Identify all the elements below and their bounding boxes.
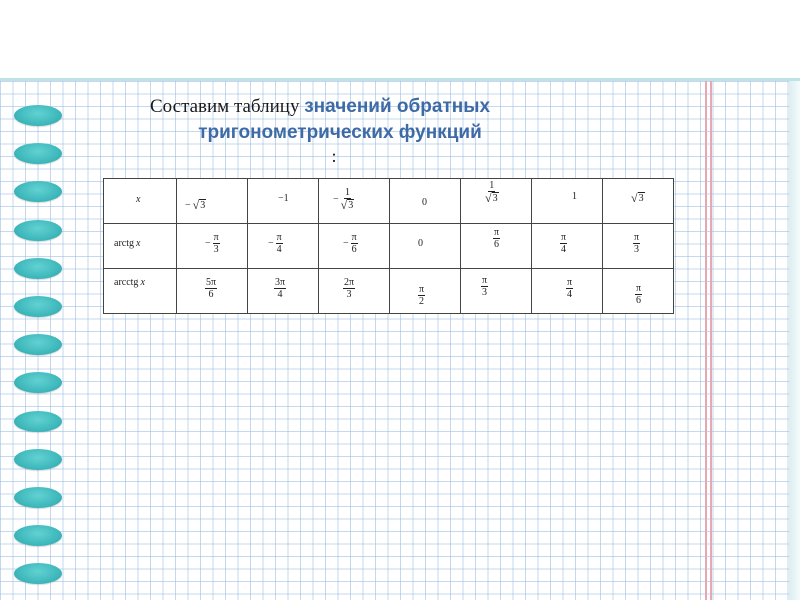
denominator: 3 [482,287,488,298]
cell-arcctg-4 [390,269,461,314]
binder-ring [14,143,62,164]
cell-x-2 [248,179,319,224]
denominator: 4 [277,289,283,300]
denominator: 6 [351,244,357,255]
radicand: 3 [348,200,354,211]
var-x: x [140,277,145,288]
radical-sign: √ [631,191,638,205]
cell-arctg-5 [461,224,532,269]
cell-arcctg-7 [603,269,674,314]
inverse-trig-table [103,178,674,314]
fraction [560,232,567,255]
function-name: arcctg [114,277,139,288]
cell-arcctg-2 [248,269,319,314]
value-text: −1 [278,193,289,204]
numerator: 1 [489,180,495,191]
fraction [205,277,217,300]
radicand: 3 [492,193,498,204]
cell-arcctg-3 [319,269,390,314]
minus-sign: − [343,238,349,249]
var-x: x [136,238,141,249]
cell-arctg-7 [603,224,674,269]
denominator: 3 [346,289,352,300]
fraction [493,227,500,250]
sheet-edge [789,81,800,600]
numerator: π [567,277,573,288]
binder-ring [14,296,62,317]
denominator: 3 [213,244,219,255]
minus-sign: − [185,199,191,211]
numerator: π [494,227,500,238]
radical-sign: √ [485,191,492,205]
numerator: π [634,232,640,243]
numerator: 5π [206,277,217,288]
denominator: 4 [567,289,573,300]
var-x: x [136,194,141,205]
margin-line [705,81,707,600]
slide-title [150,94,570,166]
cell-x-1 [177,179,248,224]
sqrt-expr [485,192,499,204]
fraction [351,232,358,255]
fraction [481,275,488,298]
title-plain-text: Составим таблицу [150,96,305,117]
function-name: arctg [114,238,134,249]
cell-arctg-3 [319,224,390,269]
denominator: 3 [634,244,640,255]
radical-sign: √ [192,198,200,212]
numerator: 3π [275,277,286,288]
numerator: 2π [344,277,355,288]
binder-ring [14,220,62,241]
minus-sign: − [205,238,211,249]
cell-arctg-6 [532,224,603,269]
minus-sign: − [333,193,339,205]
binder-ring [14,181,62,202]
numerator: π [213,232,219,243]
binder-ring [14,334,62,355]
cell-x-4 [390,179,461,224]
title-colon: : [331,146,337,166]
sqrt-expr [341,199,355,211]
denominator: 6 [208,289,214,300]
radical-sign: √ [340,198,348,212]
cell-arcctg-5 [461,269,532,314]
fraction [633,232,640,255]
cell-x-3 [319,179,390,224]
numerator: π [482,275,488,286]
fraction [343,277,355,300]
binder-ring [14,449,62,470]
binder-ring [14,258,62,279]
binder-ring [14,105,62,126]
cell-arctg-2 [248,224,319,269]
table-row-arctg [104,224,674,269]
binder-ring [14,411,62,432]
fraction [566,277,573,300]
table-row-arcctg [104,269,674,314]
cell-arctg-1 [177,224,248,269]
binder-ring [14,487,62,508]
row-header-arcctg [104,269,177,314]
denominator: 2 [419,296,425,307]
radicand: 3 [638,193,644,204]
numerator: π [561,232,567,243]
denominator: 4 [276,244,282,255]
table-row-x [104,179,674,224]
cell-arcctg-6 [532,269,603,314]
fraction [485,180,499,204]
fraction [418,284,425,307]
value-text: 0 [422,197,427,208]
numerator: π [419,284,425,295]
binder-ring [14,372,62,393]
title-highlight-text-line2: тригонометрических функций [198,122,482,143]
binder-ring [14,525,62,546]
denominator: 6 [636,295,642,306]
numerator: π [276,232,282,243]
sqrt-expr [193,199,207,211]
denominator: 4 [561,244,567,255]
cell-x-6 [532,179,603,224]
row-header-arctg [104,224,177,269]
fraction [635,283,642,306]
value-text: 1 [572,191,577,202]
title-highlight-text: значений обратных [304,96,491,117]
numerator: π [351,232,357,243]
fraction [213,232,220,255]
binder-ring [14,563,62,584]
value-text: 0 [418,238,423,249]
fraction [276,232,283,255]
radicand: 3 [200,200,206,211]
cell-arctg-4 [390,224,461,269]
binder-rings [14,105,62,601]
numerator: π [636,283,642,294]
row-header-x [104,179,177,224]
sqrt-expr [631,192,645,204]
numerator: 1 [344,187,350,198]
fraction [341,187,355,211]
cell-x-7 [603,179,674,224]
cell-arcctg-1 [177,269,248,314]
fraction [274,277,286,300]
cell-x-5 [461,179,532,224]
minus-sign: − [268,238,274,249]
margin-line [710,81,712,600]
denominator: 6 [494,239,500,250]
